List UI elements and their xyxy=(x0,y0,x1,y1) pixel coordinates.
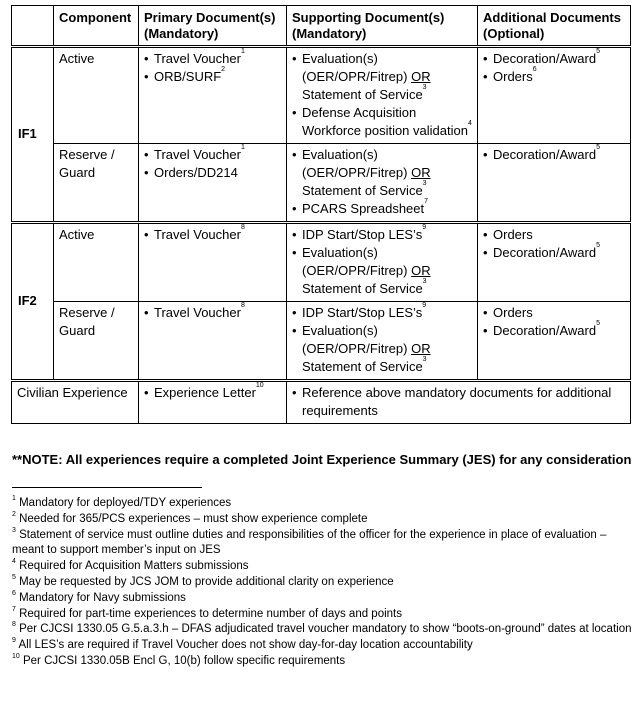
primary-cell xyxy=(139,47,287,144)
component-cell: Reserve / Guard xyxy=(54,302,139,381)
civilian-row xyxy=(12,381,631,424)
component-cell: Reserve / Guard xyxy=(54,144,139,223)
additional-cell xyxy=(478,47,631,144)
list-item: • Decoration/Award$^5$ xyxy=(483,322,625,340)
header-blank xyxy=(12,6,54,47)
list-item: • PCARS Spreadsheet$^7$ xyxy=(292,200,472,218)
if2-active-row xyxy=(12,223,631,302)
header-primary: Primary Document(s) (Mandatory) xyxy=(139,6,287,47)
list-item: • Decoration/Award$^5$ xyxy=(483,146,625,164)
list-item: • ORB/SURF$^2$ xyxy=(144,68,281,86)
group-label-if1: IF1 xyxy=(12,47,54,223)
list-item: • Evaluation(s) (OER/OPR/Fitrep) OR Statement of Service$^3$ xyxy=(292,50,472,104)
list-item: • Orders xyxy=(483,304,625,322)
list-item: • Travel Voucher$^8$ xyxy=(144,226,281,244)
footnote-divider xyxy=(12,487,202,488)
list-item: • Decoration/Award$^5$ xyxy=(483,244,625,262)
list-item: • Evaluation(s) (OER/OPR/Fitrep) OR Statement of Service$^3$ xyxy=(292,322,472,376)
list-item: • Evaluation(s) (OER/OPR/Fitrep) OR Statement of Service$^3$ xyxy=(292,146,472,200)
footnote: $^8$ Per CJCSI 1330.05 G.5.a.3.h – DFAS adjudicated travel voucher mandatory to show “boots-on-ground” dates at location xyxy=(12,621,632,636)
component-cell: Active xyxy=(54,223,139,302)
list-item: • Reference above mandatory documents for additional requirements xyxy=(292,384,625,420)
if1-reserve-row xyxy=(12,144,631,223)
supporting-cell xyxy=(287,223,478,302)
list-item: • IDP Start/Stop $LES’s^9$ xyxy=(292,304,472,322)
primary-cell xyxy=(139,381,287,424)
group-label-if2: IF2 xyxy=(12,223,54,381)
component-cell: Active xyxy=(54,47,139,144)
additional-cell xyxy=(478,302,631,381)
list-item: • Experience Letter$^{10}$ xyxy=(144,384,281,402)
list-item: • Decoration/Award$^5$ xyxy=(483,50,625,68)
footnote: $^5$ May be requested by JCS JOM to provide additional clarity on experience xyxy=(12,573,394,588)
header-row xyxy=(12,6,631,47)
if1-active-row xyxy=(12,47,631,144)
footnotes xyxy=(12,496,632,670)
header-supporting: Supporting Document(s) (Mandatory) xyxy=(287,6,478,47)
list-item: • Orders/DD214 xyxy=(144,164,281,182)
footnote: $^1$ Mandatory for deployed/TDY experiences xyxy=(12,495,232,509)
footnote: $^3$ Statement of service must outline duties and responsibilities of the officer for the experience in place of evaluation – meant to support member’s input on JES xyxy=(12,526,607,557)
header-additional: Additional Documents (Optional) xyxy=(478,6,631,47)
list-item: • Travel Voucher$^1$ xyxy=(144,146,281,164)
list-item: • Travel Voucher$^1$ xyxy=(144,50,281,68)
primary-cell xyxy=(139,223,287,302)
additional-cell xyxy=(478,223,631,302)
primary-cell xyxy=(139,302,287,381)
footnote: $^{10}$ Per CJCSI 1330.05B Encl G, 10(b) follow specific requirements xyxy=(12,652,346,667)
civilian-supporting-cell xyxy=(287,381,631,424)
supporting-cell xyxy=(287,144,478,223)
supporting-cell xyxy=(287,47,478,144)
footnote: $^6$ Mandatory for Navy submissions xyxy=(12,589,186,604)
civilian-label: Civilian Experience xyxy=(12,381,139,424)
requirements-table xyxy=(11,5,631,424)
note-text: **NOTE: All experiences require a completed Joint Experience Summary (JES) for any consideration xyxy=(12,452,632,467)
if2-reserve-row xyxy=(12,302,631,381)
supporting-cell xyxy=(287,302,478,381)
list-item: • Orders$^6$ xyxy=(483,68,625,86)
list-item: • IDP Start/Stop $LES’s^9$ xyxy=(292,226,472,244)
list-item: • Travel Voucher$^8$ xyxy=(144,304,281,322)
additional-cell xyxy=(478,144,631,223)
footnote: $^4$ Required for Acquisition Matters submissions xyxy=(12,558,249,573)
list-item: • Evaluation(s) (OER/OPR/Fitrep) OR Statement of Service$^3$ xyxy=(292,244,472,298)
footnote: $^7$ Required for part-time experiences to determine number of days and points xyxy=(12,605,402,620)
list-item: • Defense Acquisition Workforce position validation$^4$ xyxy=(292,104,472,140)
footnote: $^9$ All LES’s are required if Travel Voucher does not show day-for-day location accountability xyxy=(12,637,473,652)
footnote: $^2$ Needed for 365/PCS experiences – must show experience complete xyxy=(12,510,368,525)
header-component: Component xyxy=(54,6,139,47)
primary-cell xyxy=(139,144,287,223)
list-item: • Orders xyxy=(483,226,625,244)
